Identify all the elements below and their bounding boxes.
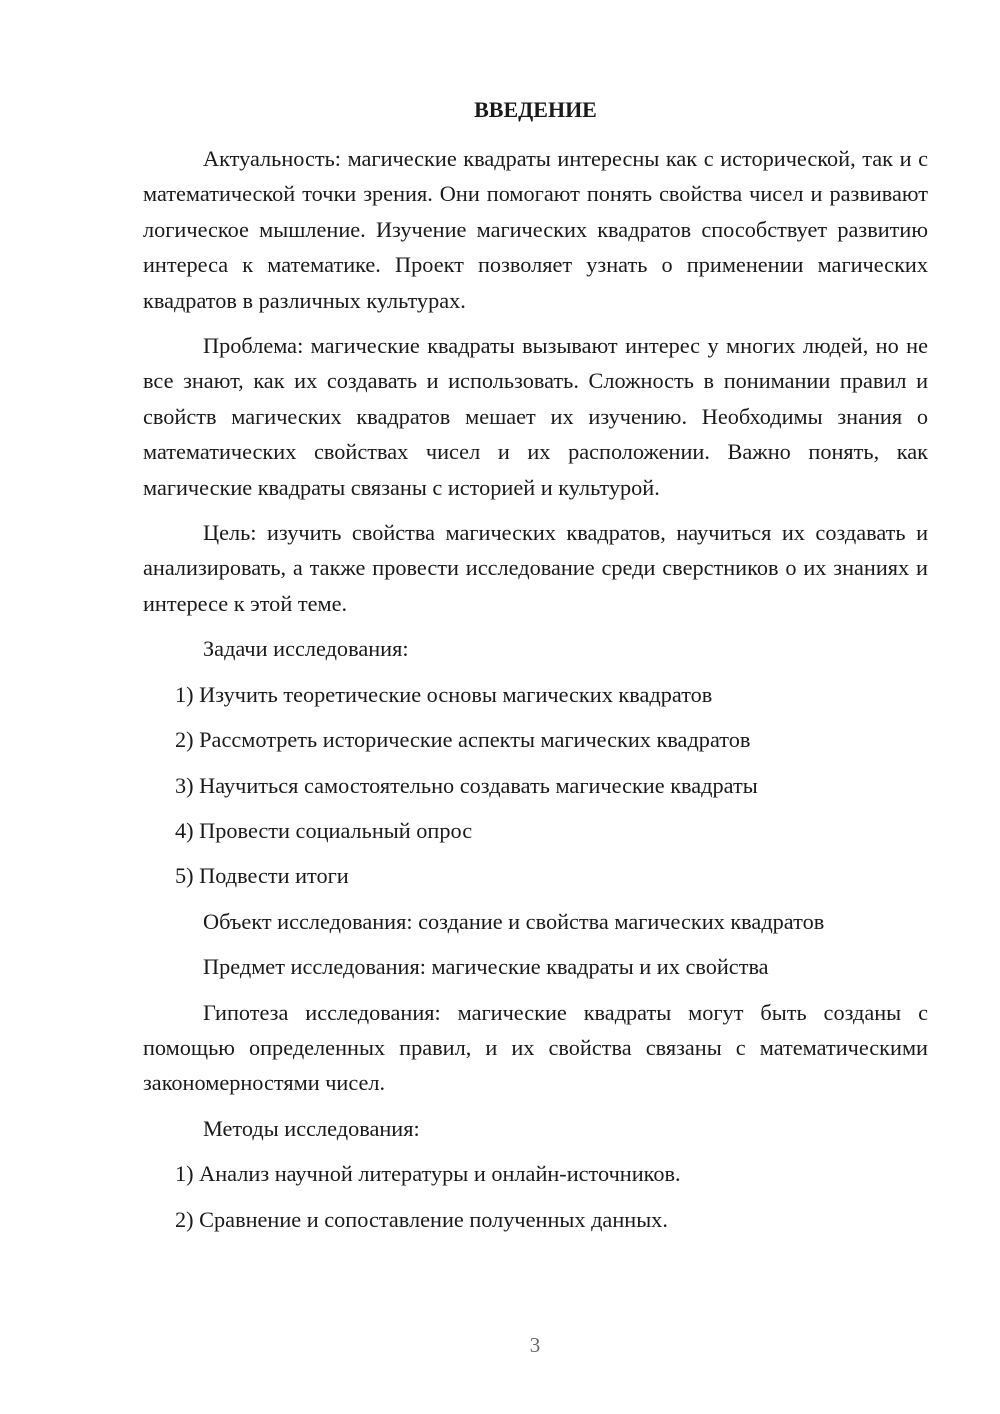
document-page: [143, 92, 928, 1247]
problem-paragraph: Проблема: магические квадраты вызывают интерес у многих людей, но не все знают, как их создавать и использовать. Сложность в понимании правил и свойств магических квадратов мешает их изучению. Необходимы знания о математических свойствах чисел и их расположении. Важно понять, как магические квадраты связаны с историей и культурой.: [143, 333, 928, 500]
object-paragraph: Объект исследования: создание и свойства магических квадратов: [203, 908, 825, 934]
subject-paragraph: Предмет исследования: магические квадраты и их свойства: [203, 954, 769, 980]
task-item: 4) Провести социальный опрос: [175, 817, 473, 843]
hypothesis-paragraph: Гипотеза исследования: магические квадраты могут быть созданы с помощью определенных правил, и их свойства связаны с математическими закономерностями чисел.: [143, 999, 928, 1096]
goal-paragraph: Цель: изучить свойства магических квадратов, научиться их создавать и анализировать, а также провести исследование среди сверстников о их знаниях и интересе к этой теме.: [143, 520, 928, 616]
page-number: 3: [529, 1333, 541, 1357]
task-item: 3) Научиться самостоятельно создавать магические квадраты: [175, 772, 758, 798]
methods-heading: Методы исследования:: [203, 1115, 420, 1141]
task-item: 5) Подвести итоги: [175, 863, 349, 889]
tasks-heading: Задачи исследования:: [203, 636, 409, 662]
method-item: 2) Сравнение и сопоставление полученных данных.: [175, 1206, 668, 1232]
task-item: 1) Изучить теоретические основы магических квадратов: [175, 681, 713, 707]
task-item: 2) Рассмотреть исторические аспекты магических квадратов: [175, 727, 751, 753]
method-item: 1) Анализ научной литературы и онлайн-источников.: [175, 1161, 681, 1187]
section-title: ВВЕДЕНИЕ: [474, 97, 597, 122]
relevance-paragraph: Актуальность: магические квадраты интересны как с исторической, так и с математической точки зрения. Они помогают понять свойства чисел и развивают логическое мышление. Изучение магических квадратов способствует развитию интереса к математике. Проект позволяет узнать о применении магических квадратов в различных культурах.: [143, 146, 928, 313]
